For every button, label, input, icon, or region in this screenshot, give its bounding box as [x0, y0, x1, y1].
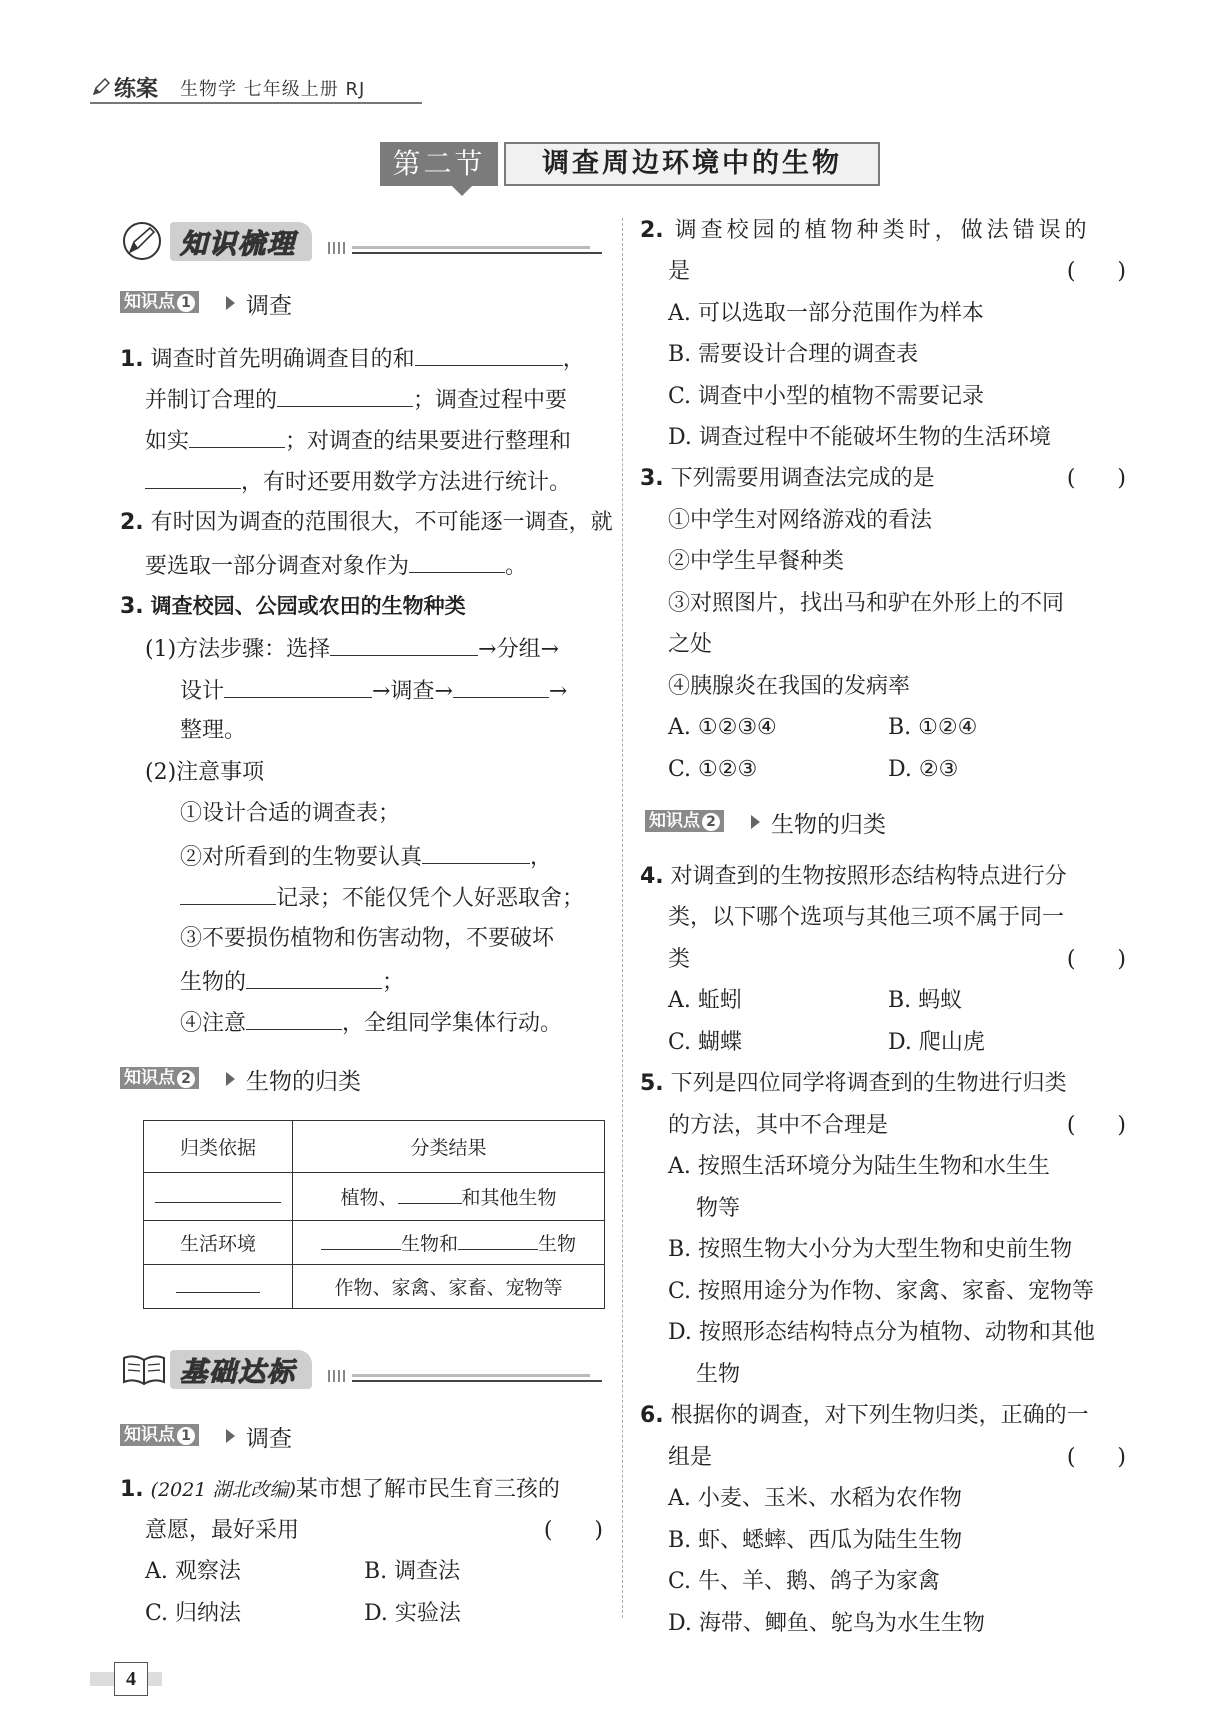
- option-d[interactable]: D. 海带、鲫鱼、鸵鸟为水生生物: [668, 1611, 985, 1636]
- arrow-right-icon: [751, 815, 760, 829]
- arrow-right-icon: [226, 1072, 235, 1086]
- blank[interactable]: [189, 425, 285, 448]
- knowledge-point-1b: 知识点 1 调查: [120, 1420, 420, 1452]
- pen-circle-icon: [120, 220, 166, 262]
- blank[interactable]: [415, 343, 563, 366]
- blank[interactable]: [422, 841, 530, 864]
- answer-bracket[interactable]: ( ): [1066, 259, 1126, 284]
- option-b[interactable]: B. 虾、蟋蟀、西瓜为陆生生物: [668, 1528, 963, 1553]
- option-a[interactable]: A. ①②③④: [668, 715, 777, 740]
- blank[interactable]: [277, 384, 413, 407]
- section-number: 第二节: [380, 142, 498, 186]
- page-header: [90, 72, 422, 104]
- option-c[interactable]: C. 调查中小型的植物不需要记录: [668, 384, 985, 409]
- option-d[interactable]: D. 爬山虎: [888, 1030, 985, 1055]
- knowledge-point-2-right: 知识点 2 生物的归类: [645, 806, 945, 838]
- open-book-icon: [120, 1348, 168, 1390]
- blank[interactable]: [321, 1231, 401, 1250]
- pencil-icon: [92, 78, 110, 96]
- page-number: 4: [114, 1662, 148, 1696]
- option-d[interactable]: D. 实验法: [364, 1601, 461, 1626]
- answer-bracket[interactable]: ( ): [1066, 947, 1126, 972]
- answer-bracket[interactable]: ( ): [1066, 466, 1126, 491]
- blank[interactable]: [453, 675, 549, 698]
- arrow-right-icon: [226, 1429, 235, 1443]
- blank[interactable]: [246, 1007, 342, 1030]
- question-3: 3. 调查校园、公园或农田的生物种类: [120, 594, 466, 619]
- option-b[interactable]: B. 蚂蚁: [888, 988, 963, 1013]
- arrow-right-icon: [226, 296, 235, 310]
- option-d[interactable]: D. ②③: [888, 757, 959, 782]
- basic-question-1: 1. (2021 湖北改编)某市想了解市民生育三孩的: [120, 1477, 560, 1502]
- option-c[interactable]: C. 归纳法: [145, 1601, 242, 1626]
- option-d[interactable]: D. 调查过程中不能破坏生物的生活环境: [668, 425, 1051, 450]
- option-b[interactable]: B. 调查法: [364, 1559, 461, 1584]
- classification-table: 归类依据 分类结果 植物、 和其他生物 生活环境 生物和 生物 作物、家禽、家畜、宠物等: [143, 1120, 605, 1309]
- option-d[interactable]: D. 按照形态结构特点分为植物、动物和其他: [668, 1320, 1095, 1345]
- question-2: 2. 有时因为调查的范围很大，不可能逐一调查，就: [120, 510, 613, 535]
- option-b[interactable]: B. 需要设计合理的调查表: [668, 342, 919, 367]
- banner-title: 基础达标: [170, 1350, 312, 1389]
- book-subtitle: 生物学 七年级上册 RJ: [180, 79, 366, 100]
- question-r2: 2. 调查校园的植物种类时，做法错误的: [640, 218, 1091, 243]
- option-c[interactable]: C. 蝴蝶: [668, 1030, 743, 1055]
- brand-name: 练案: [114, 77, 159, 102]
- section-title: 调查周边环境中的生物: [504, 142, 880, 186]
- question-r6: 6. 根据你的调查，对下列生物归类，正确的一: [640, 1403, 1089, 1428]
- option-b[interactable]: B. ①②④: [888, 715, 978, 740]
- answer-bracket[interactable]: ( ): [543, 1518, 603, 1543]
- title-notch: [452, 186, 472, 196]
- option-a[interactable]: A. 小麦、玉米、水稻为农作物: [668, 1486, 962, 1511]
- blank[interactable]: [330, 633, 478, 656]
- blank[interactable]: [224, 675, 372, 698]
- blank[interactable]: [409, 550, 505, 573]
- banner-title: 知识梳理: [170, 222, 312, 261]
- blank[interactable]: [180, 882, 276, 905]
- banner-knowledge: [120, 218, 602, 264]
- option-a[interactable]: A. 可以选取一部分范围作为样本: [668, 301, 984, 326]
- option-c[interactable]: C. 按照用途分为作物、家禽、家畜、宠物等: [668, 1279, 1095, 1304]
- blank[interactable]: [176, 1274, 260, 1293]
- answer-bracket[interactable]: ( ): [1066, 1445, 1126, 1470]
- question-r4: 4. 对调查到的生物按照形态结构特点进行分: [640, 864, 1067, 889]
- option-a[interactable]: A. 观察法: [145, 1559, 241, 1584]
- banner-basic: [120, 1346, 602, 1392]
- knowledge-point-1: 知识点 1 调查: [120, 287, 420, 319]
- question-r3: 3. 下列需要用调查法完成的是 ( ): [640, 464, 1126, 494]
- blank[interactable]: [458, 1231, 538, 1250]
- blank[interactable]: [246, 966, 382, 989]
- option-a[interactable]: A. 按照生活环境分为陆生生物和水生生: [668, 1154, 1050, 1179]
- blank[interactable]: [155, 1184, 281, 1203]
- knowledge-point-2: 知识点 2 生物的归类: [120, 1063, 420, 1095]
- blank[interactable]: [145, 466, 241, 489]
- option-c[interactable]: C. ①②③: [668, 757, 758, 782]
- option-b[interactable]: B. 按照生物大小分为大型生物和史前生物: [668, 1237, 1073, 1262]
- answer-bracket[interactable]: ( ): [1066, 1113, 1126, 1138]
- question-1: 1. 调查时首先明确调查目的和 ，: [120, 343, 585, 375]
- column-divider: [622, 218, 623, 1618]
- blank[interactable]: [398, 1185, 462, 1204]
- question-r5: 5. 下列是四位同学将调查到的生物进行归类: [640, 1071, 1067, 1096]
- option-c[interactable]: C. 牛、羊、鹅、鸽子为家禽: [668, 1569, 941, 1594]
- option-a[interactable]: A. 蚯蚓: [668, 988, 742, 1013]
